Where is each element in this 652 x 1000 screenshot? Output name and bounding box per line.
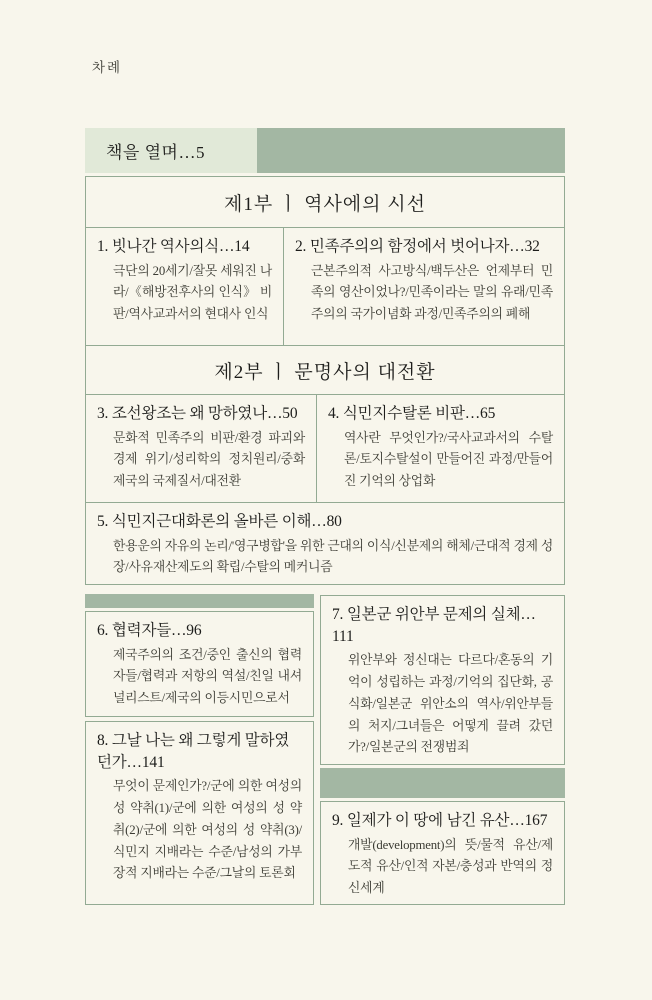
row-chapters-1-2 <box>86 227 564 345</box>
chapter-4-topics: 역사란 무엇인가?/국사교과서의 수탈론/토지수탈설이 만들어진 과정/만들어진 기억의 상업화 <box>344 430 553 489</box>
chapter-4 <box>317 395 564 493</box>
opening-title: 책을 열며…5 <box>85 128 257 173</box>
chapter-3-cell <box>86 395 317 502</box>
chapter-8-cell <box>85 721 314 905</box>
part2-header: 제2부 ㅣ 문명사의 대전환 <box>86 345 564 394</box>
chapter-6-topics: 제국주의의 조건/중인 출신의 협력자들/협력과 저항의 역설/친일 내셔널리스트/제국의 이등시민으로서 <box>113 647 302 706</box>
chapter-6-cell <box>85 611 314 717</box>
chapter-2-cell <box>284 228 564 345</box>
contents-table <box>85 176 565 585</box>
page-title: 차례 <box>92 60 123 75</box>
chapter-3 <box>86 395 316 493</box>
chapter-5-heading: 5. 식민지근대화론의 올바른 이해…80 <box>97 513 342 530</box>
chapter-5 <box>86 503 564 579</box>
chapter-7-heading: 7. 일본군 위안부 문제의 실체…111 <box>332 606 536 645</box>
chapter-2-heading: 2. 민족주의의 함정에서 벗어나자…32 <box>295 238 540 255</box>
chapter-8-topics: 무엇이 문제인가?/군에 의한 여성의 성 약취(1)/군에 의한 여성의 성 약취(2)/군에 의한 여성의 성 약취(3)/식민지 지배라는 수준/남성의 가부장적 지배라는 수준/그날의 토론회 <box>113 779 302 881</box>
chapter-4-heading: 4. 식민지수탈론 비판…65 <box>328 405 496 422</box>
chapter-4-cell <box>317 395 564 502</box>
chapter-7 <box>321 596 564 759</box>
part1-header: 제1부 ㅣ 역사에의 시선 <box>224 193 426 215</box>
chapter-8 <box>86 722 313 885</box>
chapter-1-heading: 1. 빗나간 역사의식…14 <box>97 238 250 255</box>
right-column-divider-band <box>320 768 565 798</box>
chapter-2-topics: 근본주의적 사고방식/백두산은 언제부터 민족의 영산이었나?/민족이라는 말의 유래/민족주의의 국가이념화 과정/민족주의의 폐해 <box>311 263 553 322</box>
chapter-9 <box>321 802 564 900</box>
chapter-9-heading: 9. 일제가 이 땅에 남긴 유산…167 <box>332 812 548 829</box>
opening-band-decoration <box>257 128 565 173</box>
opening-band <box>85 128 565 173</box>
chapter-8-heading: 8. 그날 나는 왜 그렇게 말하였던가…141 <box>97 732 290 771</box>
chapter-6-heading: 6. 협력자들…96 <box>97 622 202 639</box>
chapter-3-topics: 문화적 민족주의 비판/환경 파괴와 경제 위기/성리학의 정치원리/중화제국의 국제질서/대전환 <box>113 430 305 489</box>
chapter-1 <box>86 228 283 326</box>
chapter-3-heading: 3. 조선왕조는 왜 망하였나…50 <box>97 405 298 422</box>
chapter-5-cell <box>86 502 564 584</box>
chapter-7-topics: 위안부와 정신대는 다르다/혼동의 기억이 성립하는 과정/기억의 집단화, 공식화/일본군 위안소의 역사/위안부들의 처지/그녀들은 어떻게 끌려 갔던가?/일본군의 전쟁범죄 <box>348 653 553 755</box>
chapter-5-topics: 한용운의 자유의 논리/'영구병합'을 위한 근대의 이식/신분제의 해체/근대적 경제 성장/사유재산제도의 확립/수탈의 메커니즘 <box>113 538 553 575</box>
chapter-1-topics: 극단의 20세기/잘못 세워진 나라/《해방전후사의 인식》 비판/역사교과서의 현대사 인식 <box>113 263 272 322</box>
chapter-6 <box>86 612 313 710</box>
left-column-divider-band <box>85 594 314 608</box>
row-chapters-3-4 <box>86 394 564 502</box>
chapter-1-cell <box>86 228 284 345</box>
chapter-9-topics: 개발(development)의 뜻/물적 유산/제도적 유산/인적 자본/충성과 반역의 정신세계 <box>348 837 553 896</box>
chapter-9-cell <box>320 801 565 905</box>
chapter-2 <box>284 228 564 326</box>
chapter-7-cell <box>320 595 565 765</box>
